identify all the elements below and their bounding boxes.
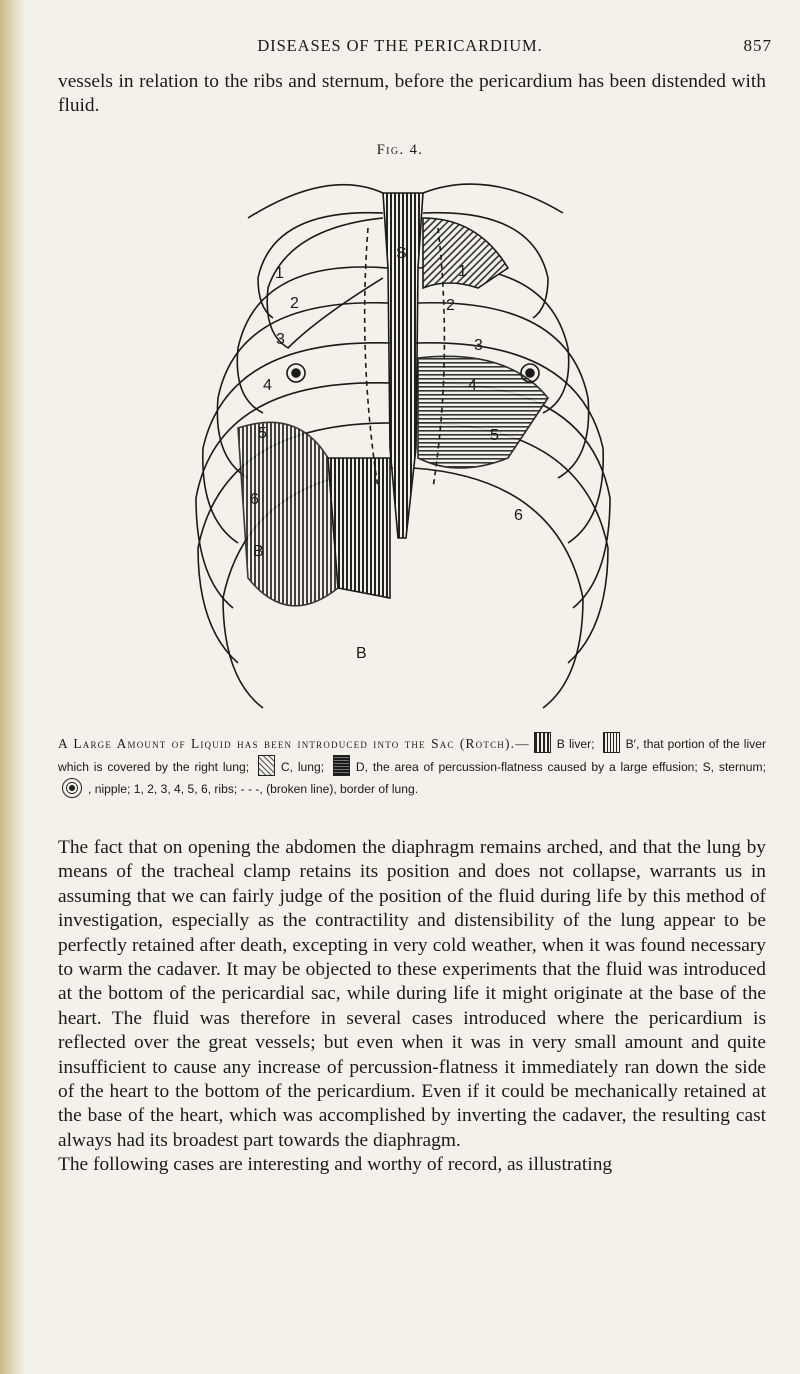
- nipple-icon: [62, 778, 82, 798]
- rib-label-right-1: 1: [458, 263, 467, 280]
- rib-label-left-2: 2: [290, 295, 299, 312]
- caption-b-label: B: [556, 737, 565, 751]
- rib-label-left-6: 6: [250, 491, 259, 508]
- liver-swatch-icon: [534, 732, 551, 753]
- body-paragraph-1: The fact that on opening the abdomen the diaphragm remains arched, and that the lung by means of the tracheal clamp retains its position and does not collapse, warrants us in assuming that we can fairly judge of the position of the fluid during life by this method of investigation, especially as the contractility and distensibility of the lung appear to be perfectly retained after death, excepting in very cold weather, when it was found necessary to warm the cadaver. It may be objected to these experiments that the fluid was introduced at the bottom of the pericardial sac, while during life it might originate at the base of the heart. The fluid was therefore in several cases introduced where the pericardium is reflected over the great vessels; but even when it was in very small amount and quite insufficient to cause any increase of percussion-flatness it immediately ran down the side of the heart to the bottom of the pericardium. Even if it could be mechanically retained at the base of the heart, which was accomplished by inverting the cadaver, the resulting cast always had its broadest part towards the diaphragm.: [58, 837, 766, 1151]
- page-number: 857: [743, 36, 772, 55]
- caption-b2-label: B′,: [625, 737, 640, 751]
- rib-label-left-5: 5: [258, 425, 267, 442]
- rib-label-left-3: 3: [276, 331, 285, 348]
- right-clavicle: [423, 184, 563, 213]
- caption-s-text: sternum;: [718, 760, 766, 774]
- intro-text: vessels in relation to the ribs and sternum, before the pericardium has been distended with fluid.: [58, 71, 766, 117]
- caption-s-label: S,: [702, 760, 715, 774]
- rib-label-right-5: 5: [490, 427, 499, 444]
- caption-c-label: C,: [280, 760, 293, 774]
- covered-liver-swatch-icon: [603, 732, 620, 753]
- liver-label-left: B: [253, 543, 264, 560]
- rib-cage-illustration: [178, 158, 628, 724]
- figure-label: Fig. 4.: [376, 142, 424, 158]
- figure-caption: [58, 732, 766, 800]
- dullness-swatch-icon: [333, 755, 350, 776]
- liver-area-left: [238, 422, 338, 605]
- liver-label-center: B: [356, 645, 367, 662]
- rib-label-right-3: 3: [474, 337, 483, 354]
- running-title: DISEASES OF THE PERICARDIUM.: [257, 36, 543, 55]
- caption-d-text: the area of percussion-flatness caused by a large effusion;: [372, 760, 698, 774]
- sternum-label: S: [396, 245, 407, 262]
- caption-d-label: D,: [355, 760, 369, 774]
- running-head: [0, 36, 800, 60]
- body-text: [58, 836, 766, 1178]
- lung-swatch-icon: [258, 755, 275, 776]
- liver-area-center: [328, 458, 390, 598]
- page-edge: [0, 0, 26, 1374]
- rib-label-left-4: 4: [263, 377, 272, 394]
- caption-b2-text: that portion of the liver which is covered by the right lung;: [58, 737, 766, 774]
- caption-c-text: lung;: [297, 760, 325, 774]
- caption-b-text: liver;: [568, 737, 595, 751]
- body-paragraph-2: The following cases are interesting and worthy of record, as illustrating: [58, 1154, 613, 1176]
- rib-label-right-6: 6: [514, 507, 523, 524]
- rib-cage-figure: [178, 158, 628, 724]
- rib-label-right-4: 4: [468, 377, 477, 394]
- caption-title: A Large Amount of Liquid has been introduced into the Sac (Rotch).—: [58, 736, 530, 751]
- rib-label-left-1: 1: [275, 265, 284, 282]
- caption-nipple-text: , nipple; 1, 2, 3, 4, 5, 6, ribs; - - -, (broken line), border of lung.: [88, 782, 419, 796]
- right-rib-7: [413, 468, 583, 708]
- rib-label-right-2: 2: [446, 297, 455, 314]
